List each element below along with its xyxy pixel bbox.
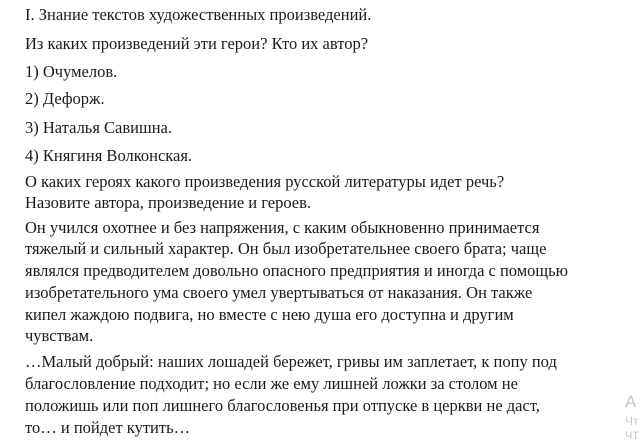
paragraph-line: изобретательного ума своего умел увертываться от наказания. Он также bbox=[25, 283, 533, 302]
list-item: 2) Дефорж. bbox=[25, 89, 105, 108]
question-line: Назовите автора, произведение и героев. bbox=[25, 193, 312, 212]
question-line: О каких героях какого произведения русской литературы идет речь? bbox=[25, 172, 505, 191]
question-heroes: Из каких произведений эти герои? Кто их автор? bbox=[25, 34, 369, 53]
quote-line: то… и пойдет кутить… bbox=[25, 418, 191, 437]
list-item: 3) Наталья Савишна. bbox=[25, 118, 172, 137]
paragraph-line: тяжелый и сильный характер. Он был изобретательнее своего брата; чаще bbox=[25, 239, 547, 258]
paragraph-line: чувствам. bbox=[25, 326, 94, 345]
watermark-text: ЧТ bbox=[625, 430, 640, 442]
quote-line: …Малый добрый: наших лошадей бережет, гривы им заплетает, к попу под bbox=[25, 352, 557, 371]
quote-line: положишь или поп лишнего благословенья при отпуске в церкви не даст, bbox=[25, 396, 540, 415]
paragraph-line: кипел жаждою подвига, но вместе с нею душа его доступна и другим bbox=[25, 305, 514, 324]
list-item: 1) Очумелов. bbox=[25, 62, 118, 81]
watermark-text: А bbox=[625, 392, 637, 411]
paragraph-line: Он учился охотнее и без напряжения, с каким обыкновенно принимается bbox=[25, 218, 540, 237]
paragraph-line: являлся предводителем довольно опасного предприятия и иногда с помощью bbox=[25, 261, 568, 280]
quote-line: благословление подходит; но если же ему лишней ложки за столом не bbox=[25, 374, 518, 393]
list-item: 4) Княгиня Волконская. bbox=[25, 146, 193, 165]
watermark-text: Чт bbox=[625, 414, 639, 428]
section-heading: I. Знание текстов художественных произведений. bbox=[25, 5, 372, 24]
